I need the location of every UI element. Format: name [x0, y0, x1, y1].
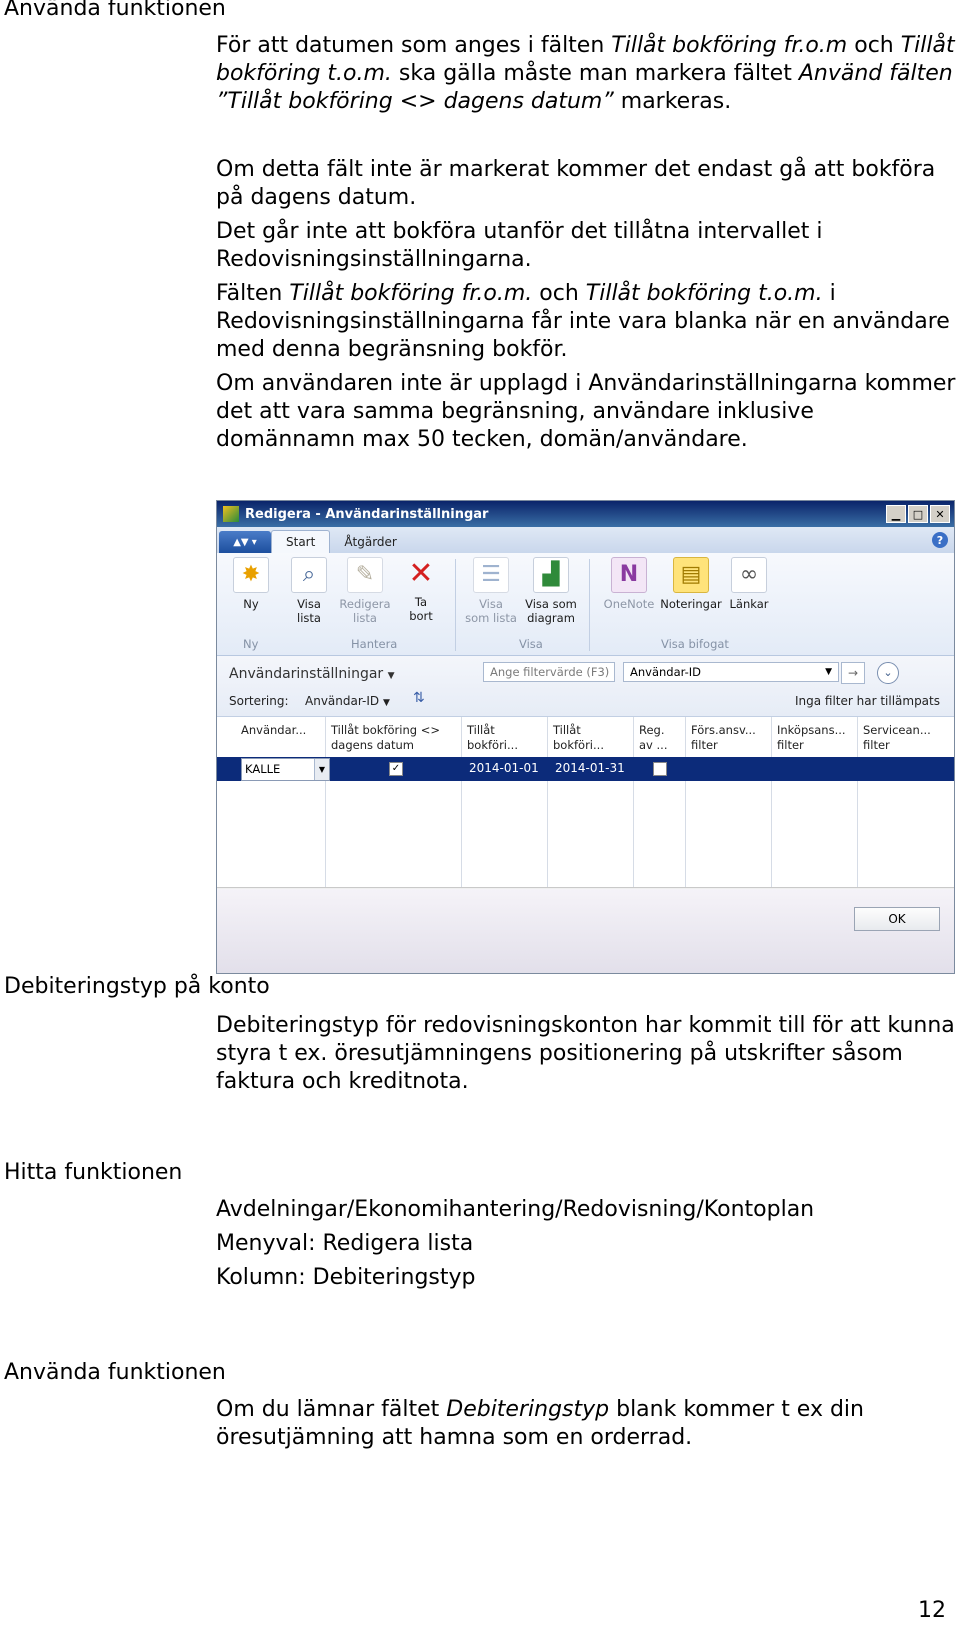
filter-input[interactable]: Ange filtervärde (F3): [483, 662, 615, 682]
app-logo-icon: [223, 506, 239, 522]
field-name: Tillåt bokföring t.o.m.: [216, 33, 955, 86]
header-text: Servicean...: [863, 723, 931, 737]
apply-filter-button[interactable]: →: [841, 662, 865, 684]
header-text: filter: [863, 738, 890, 752]
field-name: Tillåt bokföring fr.o.m: [611, 33, 848, 58]
button-label: Visa: [479, 597, 503, 611]
list-title[interactable]: [229, 666, 395, 682]
filter-status: Inga filter har tillämpats: [794, 694, 940, 708]
section4-text: [216, 1396, 956, 1452]
column-divider: [771, 717, 772, 887]
new-icon: ✸: [233, 557, 269, 593]
column-header[interactable]: [691, 723, 756, 753]
para-ej-markerat: Om detta fält inte är markerat kommer det endast gå att bokföra på dagens datum.: [216, 157, 936, 210]
text: markeras.: [613, 89, 732, 114]
dialog-footer: [217, 889, 954, 974]
column-header[interactable]: [863, 723, 931, 753]
header-text: bokföri...: [467, 738, 518, 752]
column-header[interactable]: [639, 723, 667, 753]
text: och: [532, 281, 586, 306]
link-icon: ∞: [731, 557, 767, 593]
section-heading-anvanda-funktionen: Använda funktionen: [4, 0, 226, 21]
onenote-button[interactable]: [601, 557, 657, 611]
section3-text: [216, 1196, 956, 1292]
text: Om du lämnar fältet: [216, 1397, 447, 1422]
column-header[interactable]: [777, 723, 846, 753]
user-id-field[interactable]: [241, 758, 330, 781]
section1-text: [216, 32, 956, 454]
field-name: Debiteringstyp: [446, 1397, 610, 1422]
header-text: dagens datum: [331, 738, 415, 752]
ribbon-tabs: [217, 527, 954, 553]
header-text: filter: [777, 738, 804, 752]
button-label: Ny: [243, 597, 259, 611]
column-divider: [461, 717, 462, 887]
ribbon: [217, 553, 954, 656]
para-falten: [216, 280, 956, 364]
filter-field-value: Användar-ID: [630, 665, 702, 679]
button-label: lista: [297, 611, 321, 625]
button-label: Länkar: [729, 597, 769, 611]
allow-posting-checkbox[interactable]: ✓: [389, 762, 403, 776]
button-label: diagram: [527, 611, 575, 625]
user-id-value: KALLE: [245, 762, 281, 776]
window-title: Redigera - Användarinställningar: [245, 506, 489, 522]
close-icon[interactable]: ✕: [930, 505, 950, 523]
column-divider: [857, 717, 858, 887]
section-heading-anvanda-funktionen-2: Använda funktionen: [4, 1360, 226, 1385]
user-settings-window: [216, 500, 955, 974]
text: Fälten: [216, 281, 290, 306]
group-separator: [589, 559, 590, 651]
show-as-list-icon: ☰: [473, 557, 509, 593]
field-name: Tillåt bokföring t.o.m.: [585, 281, 823, 306]
reg-checkbox[interactable]: [653, 762, 667, 776]
view-list-button[interactable]: [281, 557, 337, 625]
app-menu-button[interactable]: ▲▼ ▾: [219, 531, 271, 553]
data-grid: [217, 717, 954, 887]
column-divider: [325, 717, 326, 887]
minimize-icon[interactable]: ▁: [886, 505, 906, 523]
text: och: [847, 33, 901, 58]
button-label: Ta: [414, 595, 428, 609]
group-label-visa-bifogat: Visa bifogat: [661, 637, 729, 651]
list-title-text: Användarinställningar: [229, 666, 384, 682]
ok-button[interactable]: OK: [854, 907, 940, 931]
para-blank-debiteringstyp: [216, 1396, 956, 1452]
sort-direction-icon[interactable]: ⇅: [413, 690, 425, 706]
tab-atgarder[interactable]: Åtgärder: [344, 535, 397, 549]
filter-bar: [217, 656, 954, 717]
notes-icon: ▤: [673, 557, 709, 593]
show-as-list-button[interactable]: [463, 557, 519, 625]
sort-field-select[interactable]: [305, 694, 390, 708]
from-date-cell[interactable]: 2014-01-01: [469, 761, 539, 775]
chevron-down-icon: ▼: [825, 667, 832, 677]
to-date-cell[interactable]: 2014-01-31: [555, 761, 625, 775]
chevron-down-icon: ▼: [387, 671, 395, 681]
new-button[interactable]: [223, 557, 279, 611]
button-label: lista: [353, 611, 377, 625]
onenote-icon: N: [611, 557, 647, 593]
group-label-hantera: Hantera: [351, 637, 398, 651]
menu-choice: Menyval: Redigera lista: [216, 1231, 474, 1256]
delete-icon: ✕: [408, 556, 434, 591]
header-text: Förs.ansv...: [691, 723, 756, 737]
header-text: Tillåt bokföring <>: [331, 723, 440, 737]
button-label: bort: [409, 609, 433, 623]
view-list-icon: ⌕: [291, 557, 327, 593]
text: ska gälla måste man markera fältet: [391, 61, 799, 86]
header-text: Inköpsans...: [777, 723, 846, 737]
text: För att datumen som anges i fälten: [216, 33, 612, 58]
show-as-chart-button[interactable]: [523, 557, 579, 625]
maximize-icon[interactable]: □: [908, 505, 928, 523]
header-text: av ...: [639, 738, 668, 752]
button-label: OneNote: [603, 597, 655, 611]
page-number: 12: [918, 1598, 946, 1623]
section2-text: [216, 1012, 956, 1096]
section-heading-debiteringstyp: Debiteringstyp på konto: [4, 974, 270, 999]
edit-list-icon: ✎: [347, 557, 383, 593]
chart-icon: ▟: [533, 557, 569, 593]
text: i Redovisningsinställningarna får inte vara blanka när en användare med denna begränsning bokför.: [216, 281, 950, 362]
para-datum-intro: [216, 32, 956, 116]
button-label: Noteringar: [660, 597, 722, 611]
window-titlebar: [217, 501, 954, 527]
group-label-ny: Ny: [243, 637, 259, 651]
header-text: bokföri...: [553, 738, 604, 752]
column-divider: [633, 717, 634, 887]
header-text: filter: [691, 738, 718, 752]
links-button[interactable]: [721, 557, 777, 611]
header-text: Användar...: [241, 723, 307, 737]
header-text: Reg.: [639, 723, 665, 737]
filter-field-select[interactable]: [623, 662, 839, 682]
column-header[interactable]: [467, 723, 518, 753]
column-header[interactable]: [241, 723, 306, 738]
column-header[interactable]: [331, 723, 440, 753]
expand-filter-icon[interactable]: ⌄: [877, 662, 899, 684]
field-name: Använd fälten ”Tillåt bokföring <> dagens datum”: [216, 61, 953, 114]
field-name: Tillåt bokföring fr.o.m.: [289, 281, 533, 306]
section-heading-hitta-funktionen: Hitta funktionen: [4, 1160, 183, 1185]
delete-button[interactable]: [393, 557, 449, 623]
sort-field-value: Användar-ID: [305, 694, 380, 708]
window-controls: [886, 505, 950, 523]
help-icon[interactable]: ?: [932, 532, 948, 548]
edit-list-button[interactable]: [337, 557, 393, 625]
header-text: Tillåt: [553, 723, 581, 737]
button-label: Redigera: [339, 597, 391, 611]
column-header[interactable]: [553, 723, 604, 753]
para-ej-upplagd: Om användaren inte är upplagd i Användarinställningarna kommer det att vara samma begränsning, användare inklusive domännamn max 50 tecken, domän/användare.: [216, 371, 956, 452]
column-choice: Kolumn: Debiteringstyp: [216, 1265, 476, 1290]
para-debiteringstyp: Debiteringstyp för redovisningskonton har kommit till för att kunna styra t ex. öresutjämningens positionering på utskrifter såsom faktura och kreditnota.: [216, 1013, 955, 1094]
nav-path: Avdelningar/Ekonomihantering/Redovisning/Kontoplan: [216, 1197, 815, 1222]
button-label: som lista: [465, 611, 517, 625]
chevron-down-icon[interactable]: ▼: [314, 759, 329, 780]
column-divider: [547, 717, 548, 887]
button-label: Visa som: [525, 597, 577, 611]
notes-button[interactable]: [659, 557, 723, 611]
group-label-visa: Visa: [519, 637, 543, 651]
text: blank kommer t ex din öresutjämning att hamna som en orderrad.: [216, 1397, 864, 1450]
para-intervall: Det går inte att bokföra utanför det tillåtna intervallet i Redovisningsinställningarna.: [216, 219, 823, 272]
chevron-down-icon: ▼: [382, 698, 390, 708]
button-label: Visa: [297, 597, 321, 611]
group-separator: [455, 559, 456, 651]
sort-label: Sortering:: [229, 694, 289, 708]
header-text: Tillåt: [467, 723, 495, 737]
tab-start[interactable]: Start: [271, 530, 330, 553]
column-divider: [685, 717, 686, 887]
